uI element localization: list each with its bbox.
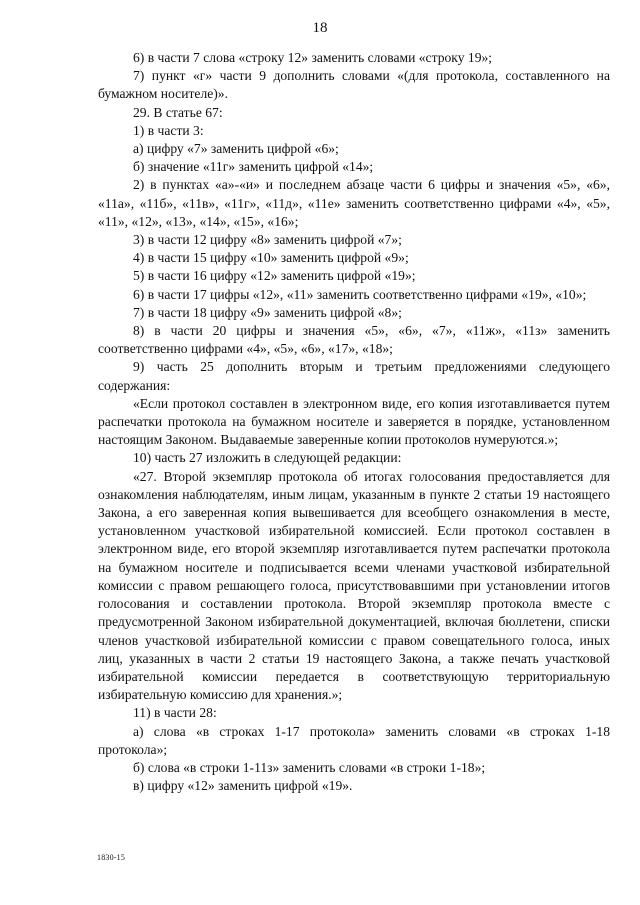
list-item-7: 7) в части 18 цифру «9» заменить цифрой «8»; bbox=[133, 304, 402, 320]
list-item-4: 4) в части 15 цифру «10» заменить цифрой «9»; bbox=[133, 250, 409, 266]
quoted-addition-part25: «Если протокол составлен в электронном виде, его копия изготавливается путем распечатки протокола на бумажном носителе и заверяется в порядке, установленном настоящим Законом. Выдаваемые заверенные копии протоколов нумеруются.»; bbox=[98, 395, 610, 448]
list-subitem-b-part28: б) слова «в строки 1-11з» заменить словами «в строки 1-18»; bbox=[133, 759, 486, 775]
list-item-2: 2) в пунктах «а»-«и» и последнем абзаце части 6 цифры и значения «5», «6», «11а», «11б», «11в», «11г», «11д», «11е» заменить соответственно цифрами «4», «5», «11», «12», «13», «14», «15», «16»; bbox=[98, 177, 610, 229]
list-item-9: 9) часть 25 дополнить вторым и третьим предложениями следующего содержания: bbox=[98, 359, 610, 393]
list-subitem-a-part28: а) слова «в строках 1-17 протокола» заменить словами «в строках 1-18 протокола»; bbox=[98, 723, 610, 757]
paragraph-part9-amendment: 7) пункт «г» части 9 дополнить словами «(для протокола, составленного на бумажном носителе)». bbox=[98, 68, 610, 102]
document-body bbox=[98, 49, 610, 795]
page-number: 18 bbox=[312, 20, 328, 36]
list-item-5: 5) в части 16 цифру «12» заменить цифрой «19»; bbox=[133, 268, 416, 284]
document-code: 1830-15 bbox=[97, 853, 126, 862]
quoted-new-part27: «27. Второй экземпляр протокола об итогах голосования предоставляется для ознакомления наблюдателям, иным лицам, указанным в пункте 2 статьи 19 настоящего Закона, а его заверенная копия вывешивается для всеобщего ознакомления в месте, установленном участковой избирательной комиссией. Если протокол составлен в электронном виде, его второй экземпляр изготавливается путем распечатки протокола на бумажном носителе и подписывается всеми членами участковой избирательной комиссии с правом решающего голоса, присутствовавшими при установлении итогов голосования и составлении протокола. Второй экземпляр протокола вместе с предусмотренной Законом избирательной документацией, включая бюллетени, списки членов участковой избирательной комиссии с правом совещательного голоса, иных лиц, указанных в части 2 статьи 19 настоящего Закона, а также печать участковой избирательной комиссии передается в соответствующую территориальную избирательную комиссию для хранения.»; bbox=[98, 468, 610, 703]
paragraph-part7-amendment: 6) в части 7 слова «строку 12» заменить словами «строку 19»; bbox=[133, 50, 493, 65]
list-subitem-a: а) цифру «7» заменить цифрой «6»; bbox=[133, 141, 339, 157]
list-item-part3: 1) в части 3: bbox=[133, 122, 204, 138]
list-item-3: 3) в части 12 цифру «8» заменить цифрой «7»; bbox=[133, 232, 402, 248]
list-item-10: 10) часть 27 изложить в следующей редакции: bbox=[133, 450, 402, 466]
article-67-heading: 29. В статье 67: bbox=[133, 104, 223, 120]
list-item-6: 6) в части 17 цифры «12», «11» заменить соответственно цифрами «19», «10»; bbox=[133, 286, 587, 302]
list-subitem-b: б) значение «11г» заменить цифрой «14»; bbox=[133, 159, 374, 175]
list-item-11: 11) в части 28: bbox=[133, 705, 217, 721]
list-item-8: 8) в части 20 цифры и значения «5», «6», «7», «11ж», «11з» заменить соответственно цифрами «4», «5», «6», «17», «18»; bbox=[98, 323, 610, 357]
list-subitem-v-part28: в) цифру «12» заменить цифрой «19». bbox=[133, 778, 353, 794]
